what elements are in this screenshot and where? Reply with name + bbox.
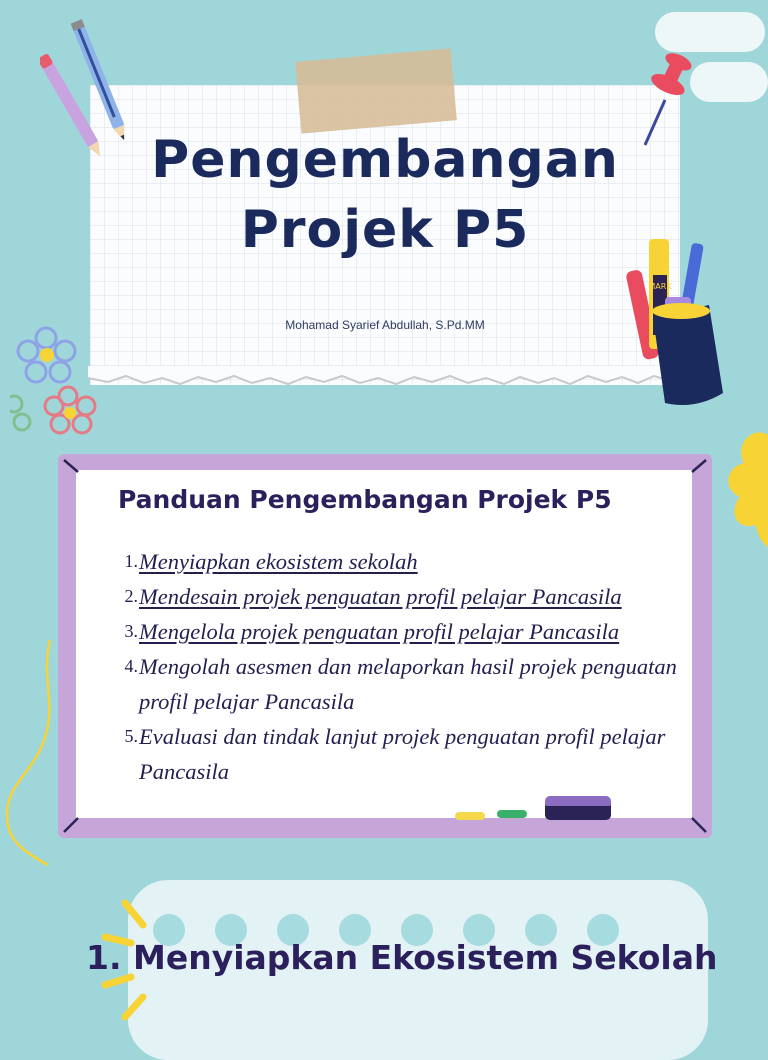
guide-heading: Panduan Pengembangan Projek P5	[118, 485, 612, 514]
list-number: 2.	[124, 586, 138, 606]
section-title: 1. Menyiapkan Ekosistem Sekolah	[86, 938, 718, 977]
list-number: 1.	[124, 551, 138, 571]
torn-paper-edge	[88, 366, 682, 390]
list-item[interactable]	[112, 579, 682, 614]
squiggle-decoration	[0, 640, 60, 870]
title-line-1: Pengembangan	[151, 130, 619, 190]
marker-label: MARK	[648, 282, 672, 291]
guide-link-manage[interactable]: Mengelola projek penguatan profil pelajar Pancasila	[139, 619, 620, 644]
yellow-marker-icon	[455, 812, 485, 820]
guide-item-evaluation: Evaluasi dan tindak lanjut projek penguatan profil pelajar Pancasila	[139, 724, 666, 784]
list-number: 4.	[124, 656, 138, 676]
list-number: 5.	[124, 726, 138, 746]
cloud-decoration	[690, 62, 768, 102]
list-item	[112, 649, 682, 719]
guide-item-assessment: Mengolah asesmen dan melaporkan hasil projek penguatan profil pelajar Pancasila	[139, 654, 677, 714]
yellow-splash-decoration	[722, 425, 768, 555]
list-item[interactable]	[112, 544, 682, 579]
guide-link-ecosystem[interactable]: Menyiapkan ekosistem sekolah	[139, 549, 418, 574]
author-name: Mohamad Syarief Abdullah, S.Pd.MM	[285, 318, 485, 332]
list-number: 3.	[124, 621, 138, 641]
list-item	[112, 719, 682, 789]
guide-link-design[interactable]: Mendesain projek penguatan profil pelajar Pancasila	[139, 584, 622, 609]
list-item[interactable]	[112, 614, 682, 649]
green-marker-icon	[497, 810, 527, 818]
guide-list	[112, 544, 682, 789]
title-line-2: Projek P5	[240, 200, 530, 260]
eraser-top	[545, 796, 611, 806]
page-title	[90, 125, 680, 265]
tape-decoration	[295, 48, 457, 133]
